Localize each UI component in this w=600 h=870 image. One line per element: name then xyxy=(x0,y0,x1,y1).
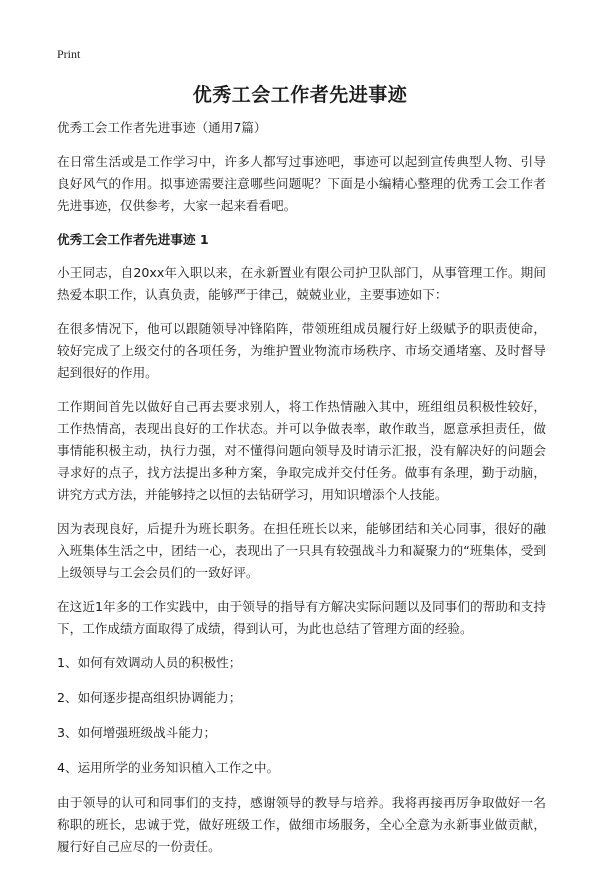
closing-paragraph: 由于领导的认可和同事们的支持，感谢领导的教导与培养。我将再接再厉争取做好一名称职的班长，忠诚于党，做好班级工作，做细市场服务，全心全意为永新事业做贡献，履行好自己应尽的一份责任。 xyxy=(57,795,546,854)
body-paragraph: 在这近1年多的工作实践中，由于领导的指导有方解决实际问题以及同事们的帮助和支持下，工作成绩方面取得了成绩，得到认可，为此也总结了管理方面的经验。 xyxy=(57,599,546,636)
list-item: 2、如何逐步提高组织协调能力； xyxy=(57,690,242,705)
body-paragraph: 工作期间首先以做好自己再去要求别人，将工作热情融入其中，班组组员积极性较好，工作热情高，表现出良好的工作状态。并可以争做表率，敢作敢当，愿意承担责任，做事情能积极主动，执行力强，对不懂得问题向领导及时请示汇报，没有解决好的问题会寻求好的点子，找方法提出多种方案，争取完成并交付任务。做事有条理，勤于动脑，讲究方式方法，并能够持之以恒的去钻研学习，用知识增添个人技能。 xyxy=(57,399,546,502)
list-item: 4、运用所学的业务知识植入工作之中。 xyxy=(57,760,280,775)
body-paragraph: 在很多情况下，他可以跟随领导冲锋陷阵，带领班组成员履行好上级赋予的职责使命，较好完成了上级交付的各项任务，为维护置业物流市场秩序、市场交通堵塞、及时督导起到很好的作用。 xyxy=(57,321,546,380)
document-body xyxy=(57,117,546,870)
body-paragraph: 小王同志，自20xx年入职以来，在永新置业有限公司护卫队部门，从事管理工作。期间热爱本职工作，认真负责，能够严于律己，兢兢业业，主要事迹如下： xyxy=(57,265,546,302)
print-label[interactable]: Print xyxy=(57,47,81,61)
section-heading: 优秀工会工作者先进事迹 1 xyxy=(57,232,209,247)
intro-paragraph: 在日常生活或是工作学习中，许多人都写过事迹吧，事迹可以起到宣传典型人物、引导良好风气的作用。拟事迹需要注意哪些问题呢？下面是小编精心整理的优秀工会工作者先进事迹，仅供参考，大家一起来看看吧。 xyxy=(57,154,546,213)
list-item: 1、如何有效调动人员的积极性； xyxy=(57,655,242,670)
document-title: 优秀工会工作者先进事迹 xyxy=(192,84,408,106)
document-subtitle: 优秀工会工作者先进事迹（通用7篇） xyxy=(57,120,267,135)
list-item: 3、如何增强班级战斗能力； xyxy=(57,725,217,740)
body-paragraph: 因为表现良好，后提升为班长职务。在担任班长以来，能够团结和关心同事，很好的融入班集体生活之中，团结一心，表现出了一只具有较强战斗力和凝聚力的“班集体，受到上级领导与工会会员们的一致好评。 xyxy=(57,521,546,580)
